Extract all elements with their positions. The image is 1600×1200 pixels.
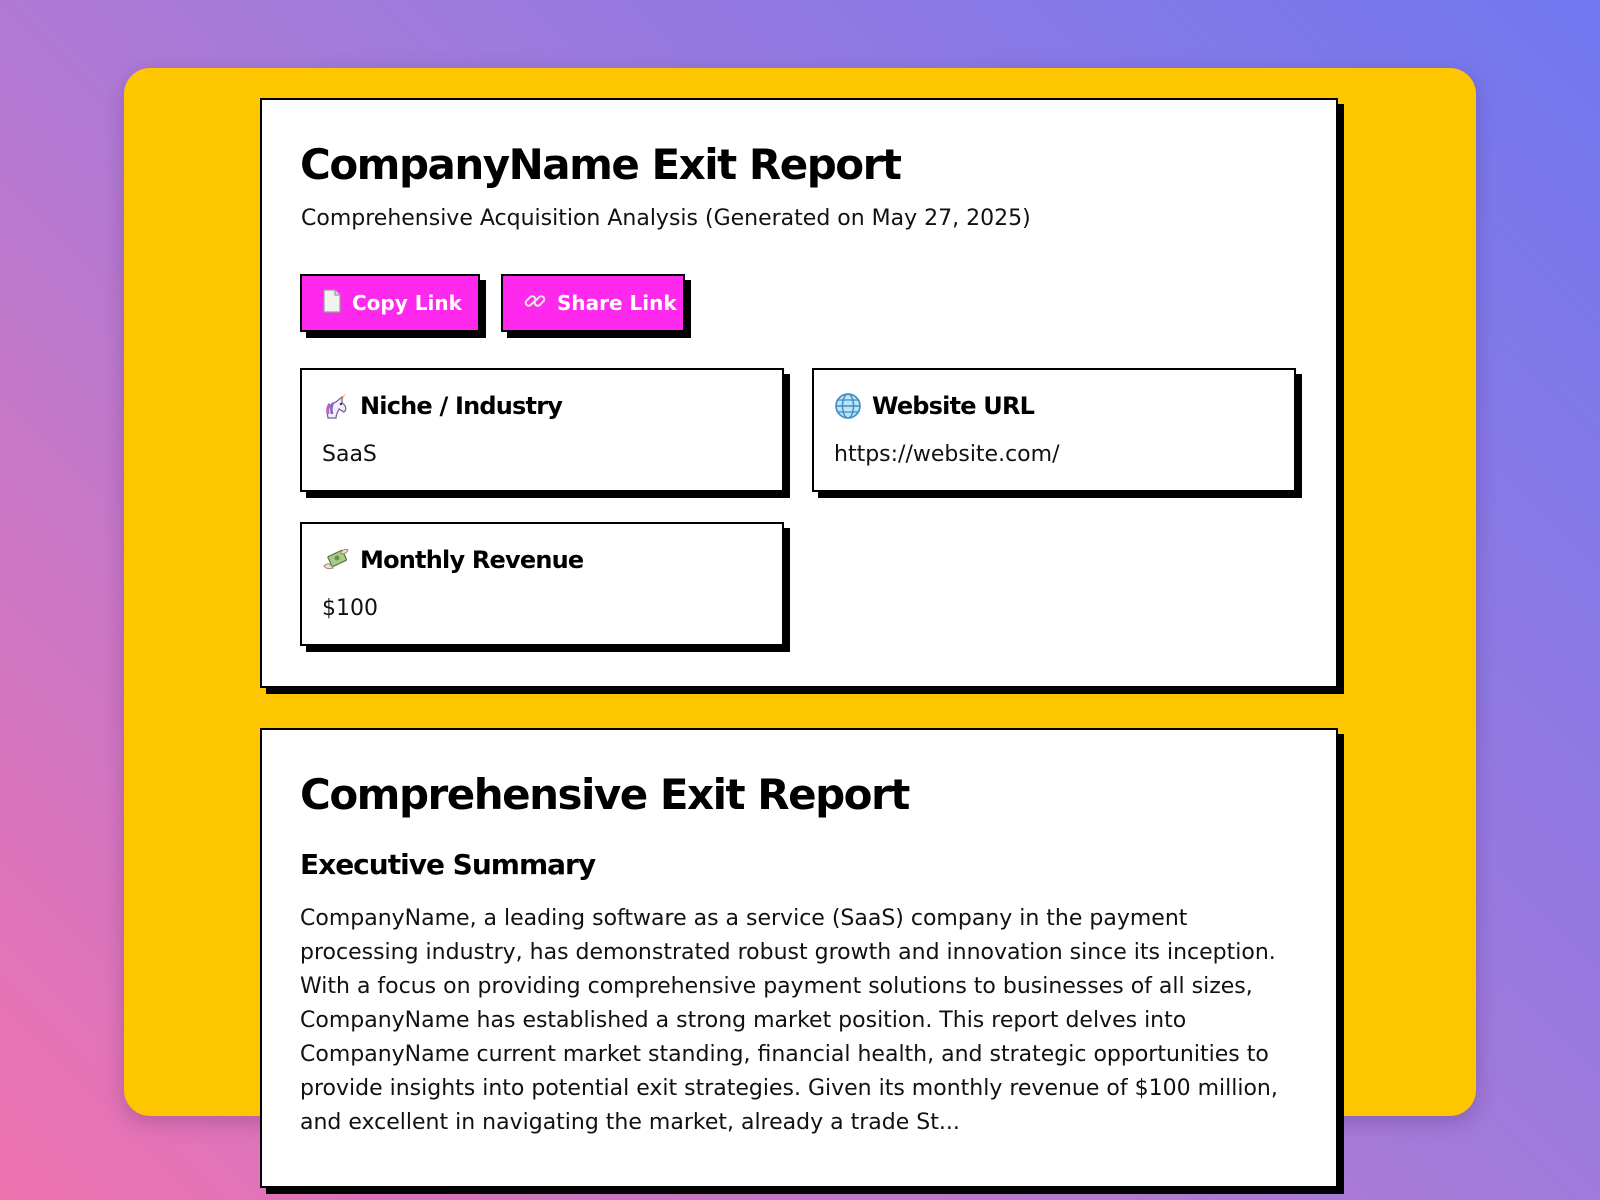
website-label: Website URL [872,392,1035,420]
page-title: CompanyName Exit Report [300,140,901,189]
link-icon [523,289,547,318]
report-heading: Comprehensive Exit Report [300,770,909,819]
share-link-label: Share Link [557,291,677,315]
niche-field-header [322,392,562,420]
niche-value: SaaS [322,442,377,467]
money-with-wings-icon [322,546,350,574]
revenue-value: $100 [322,596,378,621]
executive-summary-heading: Executive Summary [300,848,596,881]
globe-icon [834,392,862,420]
copy-link-label: Copy Link [352,291,462,315]
copy-link-button[interactable] [300,274,480,332]
app-frame [124,68,1476,1135]
page-icon [322,289,342,318]
exit-report-card [260,728,1338,1188]
executive-summary-text: CompanyName, a leading software as a service (SaaS) company in the payment processing industry, has demonstrated robust growth and innovation since its inception. With a focus on providing comprehensive payment solutions to businesses of all sizes, CompanyName has established a strong market position. This report delves into CompanyName current market standing, financial health, and strategic opportunities to provide insights into potential exit strategies. Given its monthly revenue of $100 million, and excellent in navigating the market, already a trade St... [300,906,1278,1135]
revenue-field-header [322,546,583,574]
website-value: https://website.com/ [834,442,1060,467]
revenue-field-card [300,522,784,646]
share-link-button[interactable] [501,274,685,332]
niche-field-card [300,368,784,492]
website-field-header [834,392,1034,420]
niche-label: Niche / Industry [360,392,563,420]
page-subtitle: Comprehensive Acquisition Analysis (Generated on May 27, 2025) [301,206,1031,231]
revenue-label: Monthly Revenue [360,546,584,574]
report-header-card [260,98,1338,688]
website-field-card [812,368,1296,492]
unicorn-icon [322,392,350,420]
